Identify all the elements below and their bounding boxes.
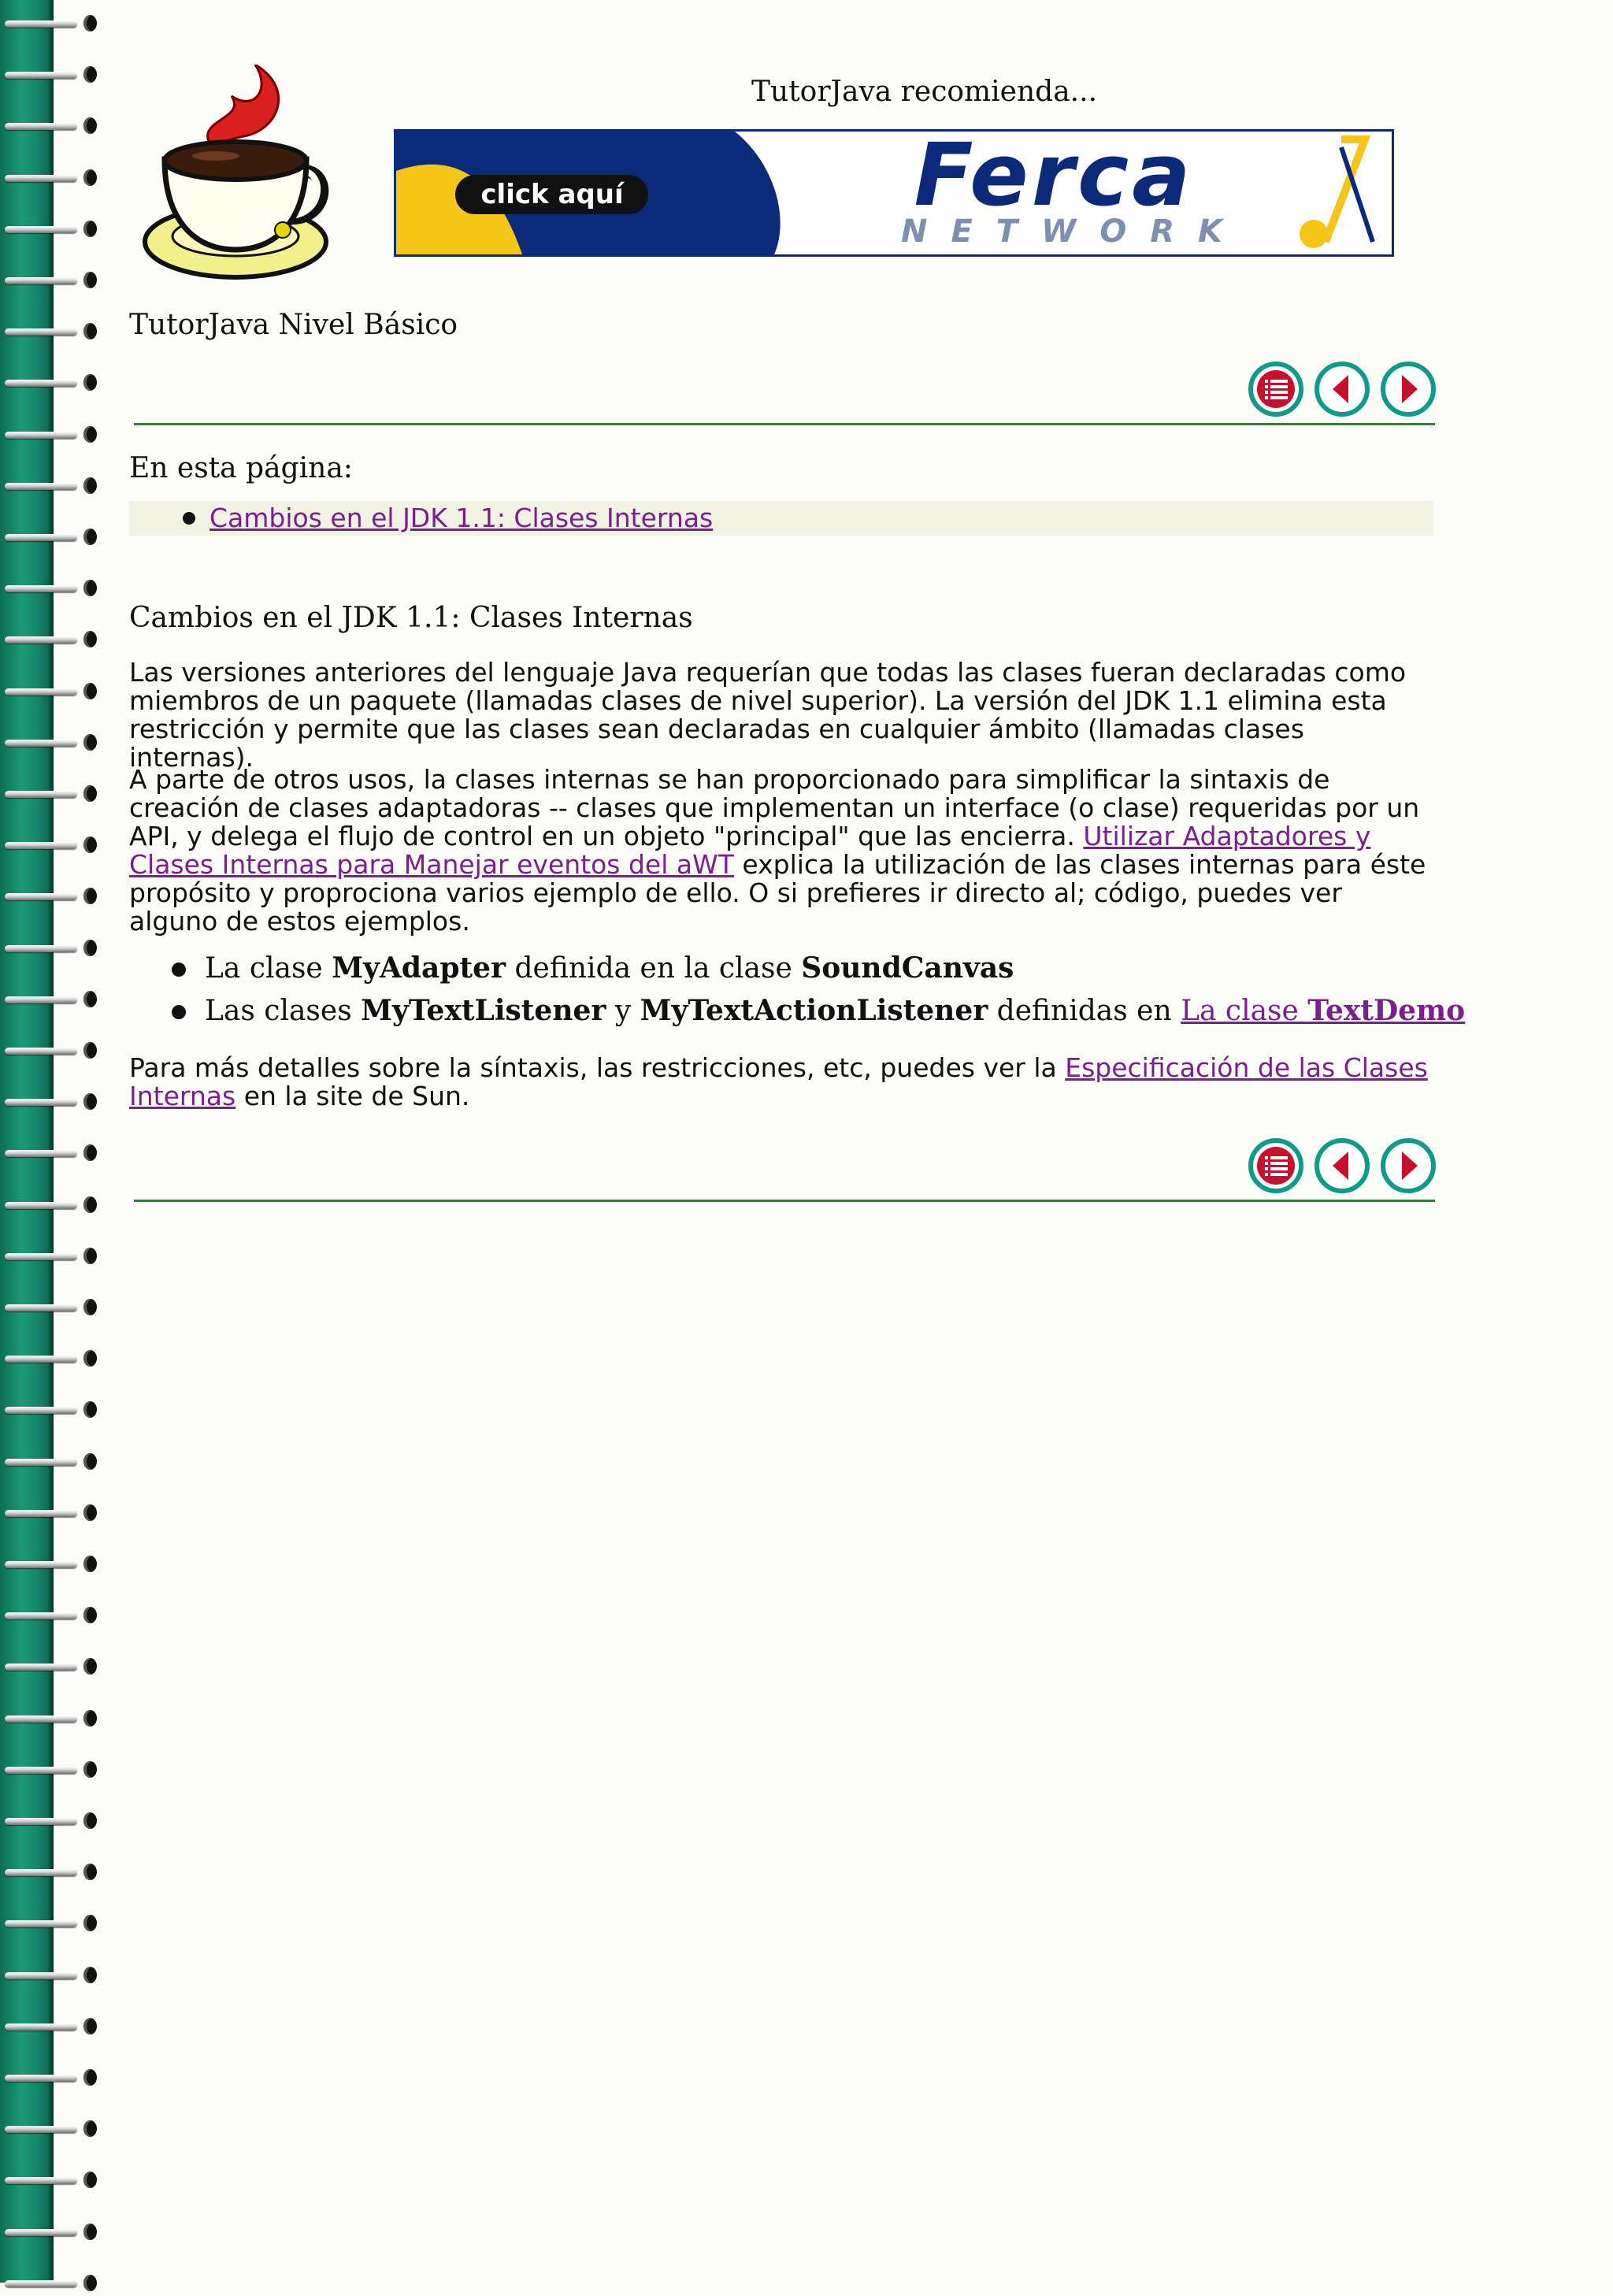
ring-wire bbox=[5, 328, 77, 336]
course-level-title: TutorJava Nivel Básico bbox=[129, 309, 458, 341]
ring-hole bbox=[83, 631, 97, 647]
ring-hole bbox=[83, 836, 97, 853]
spiral-ring bbox=[5, 732, 102, 755]
class-name: MyTextActionListener bbox=[640, 994, 988, 1027]
spiral-ring bbox=[5, 1810, 102, 1834]
paragraph-2-text: A parte de otros usos, la clases internas se han proporcionado para simplificar la sintaxis de creación de clases adaptadoras -- clases que implementan un interface (o clase) requeridas por un API, y delega el flujo de control en un objeto "principal" que las encierra. bbox=[129, 764, 1420, 851]
recommend-text: TutorJava recomienda... bbox=[751, 76, 1098, 108]
previous-icon[interactable] bbox=[1314, 1137, 1370, 1194]
adapters-inner-classes-link[interactable]: Utilizar Adaptadores y Clases Internas para Manejar eventos del aWT bbox=[129, 821, 1371, 880]
ring-wire bbox=[5, 1920, 77, 1927]
ring-hole bbox=[83, 1658, 97, 1675]
ring-wire bbox=[5, 1561, 77, 1568]
ring-hole bbox=[83, 1248, 97, 1264]
ring-hole bbox=[83, 991, 97, 1007]
bottom-navigation bbox=[1248, 1137, 1437, 1194]
textdemo-link-text: La clase bbox=[1181, 995, 1308, 1027]
ring-wire bbox=[5, 1767, 77, 1774]
ring-hole bbox=[83, 2120, 97, 2137]
top-divider bbox=[134, 423, 1435, 425]
ring-wire bbox=[5, 123, 77, 130]
paragraph-2-text-end: explica la utilización de las clases internas para éste propósito y proprociona varios ejemplo de ello. O si prefieres ir directo al; código, puedes ver alguno de estos ejemplos. bbox=[129, 849, 1426, 937]
spiral-ring bbox=[5, 13, 102, 36]
ring-wire bbox=[5, 1202, 77, 1209]
textdemo-link-bold: TextDemo bbox=[1307, 994, 1466, 1027]
top-navigation bbox=[1248, 361, 1437, 417]
ring-wire bbox=[5, 2280, 77, 2287]
spiral-ring bbox=[5, 783, 102, 807]
list-text: Las clases bbox=[205, 995, 362, 1027]
ring-wire bbox=[5, 1716, 77, 1723]
ring-wire bbox=[5, 277, 77, 284]
spiral-ring bbox=[5, 1912, 102, 1936]
ring-wire bbox=[5, 1664, 77, 1671]
ring-wire bbox=[5, 1253, 77, 1260]
ring-wire bbox=[5, 1099, 77, 1106]
spiral-ring bbox=[5, 885, 102, 909]
spiral-ring bbox=[5, 1245, 102, 1269]
ring-wire bbox=[5, 72, 77, 79]
ring-hole bbox=[83, 940, 97, 956]
index-icon[interactable] bbox=[1248, 1137, 1304, 1194]
paragraph-2 bbox=[129, 766, 1437, 936]
ring-wire bbox=[5, 2075, 77, 2082]
ring-wire bbox=[5, 688, 77, 695]
ring-hole bbox=[83, 1607, 97, 1623]
spiral-ring bbox=[5, 2118, 102, 2142]
spiral-ring bbox=[5, 834, 102, 858]
ring-hole bbox=[83, 1093, 97, 1110]
paragraph-3 bbox=[129, 1054, 1437, 1111]
spiral-ring bbox=[5, 2272, 102, 2296]
ring-wire bbox=[5, 226, 77, 233]
ring-wire bbox=[5, 1304, 77, 1311]
class-name: MyTextListener bbox=[361, 994, 606, 1027]
spiral-ring bbox=[5, 1040, 102, 1063]
ring-wire bbox=[5, 432, 77, 439]
list-text: y bbox=[606, 995, 640, 1027]
ring-wire bbox=[5, 20, 77, 28]
list-bullet bbox=[172, 963, 186, 977]
ferca-wordmark: Ferca bbox=[914, 132, 1194, 225]
list-bullet bbox=[172, 1005, 186, 1019]
ring-hole bbox=[83, 1967, 97, 1983]
ring-wire bbox=[5, 1818, 77, 1825]
section-title: Cambios en el JDK 1.1: Clases Internas bbox=[129, 602, 693, 634]
ring-wire bbox=[5, 483, 77, 490]
spiral-ring bbox=[5, 1451, 102, 1474]
coffee-cup-logo bbox=[137, 65, 334, 285]
spiral-ring bbox=[5, 1861, 102, 1885]
ferca-network-banner[interactable] bbox=[394, 129, 1394, 257]
spiral-ring bbox=[5, 1604, 102, 1628]
spiral-ring bbox=[5, 1091, 102, 1115]
ring-hole bbox=[83, 1144, 97, 1161]
ring-hole bbox=[83, 785, 97, 802]
ring-hole bbox=[83, 1350, 97, 1367]
ring-wire bbox=[5, 1150, 77, 1157]
spiral-ring bbox=[5, 218, 102, 242]
spiral-ring bbox=[5, 269, 102, 293]
spiral-ring bbox=[5, 321, 102, 344]
ring-wire bbox=[5, 534, 77, 541]
toc-bullet bbox=[183, 512, 195, 525]
ring-hole bbox=[83, 683, 97, 699]
list-text: definida en la clase bbox=[506, 952, 802, 985]
spiral-ring bbox=[5, 372, 102, 395]
ring-wire bbox=[5, 1407, 77, 1414]
ring-hole bbox=[83, 2224, 97, 2240]
spiral-ring bbox=[5, 1502, 102, 1526]
spiral-ring bbox=[5, 1656, 102, 1679]
ring-hole bbox=[83, 1864, 97, 1880]
ring-hole bbox=[83, 117, 97, 134]
ring-hole bbox=[83, 1710, 97, 1727]
ring-hole bbox=[83, 529, 97, 545]
ring-hole bbox=[83, 1812, 97, 1829]
ring-wire bbox=[5, 842, 77, 849]
toc-link-inner-classes[interactable]: Cambios en el JDK 1.1: Clases Internas bbox=[210, 503, 714, 533]
ring-hole bbox=[83, 272, 97, 288]
next-icon[interactable] bbox=[1380, 1137, 1437, 1194]
network-wordmark: NETWORK bbox=[900, 213, 1247, 250]
spiral-ring bbox=[5, 1348, 102, 1371]
ring-hole bbox=[83, 1401, 97, 1418]
ring-wire bbox=[5, 380, 77, 387]
ring-wire bbox=[5, 1048, 77, 1055]
spiral-ring bbox=[5, 167, 102, 191]
spiral-ring bbox=[5, 681, 102, 704]
ring-wire bbox=[5, 636, 77, 644]
ring-wire bbox=[5, 791, 77, 798]
spiral-ring bbox=[5, 2067, 102, 2090]
ring-hole bbox=[83, 1299, 97, 1315]
spiral-ring bbox=[5, 577, 102, 601]
ring-hole bbox=[83, 374, 97, 391]
spiral-ring bbox=[5, 989, 102, 1012]
paragraph-1: Las versiones anteriores del lenguaje Java requerían que todas las clases fueran declaradas como miembros de un paquete (llamadas clases de nivel superior). La versión del JDK 1.1 elimina esta restricción y permite que las clases sean declaradas en cualquier ámbito (llamadas clases internas). bbox=[129, 657, 1407, 773]
ring-hole bbox=[83, 426, 97, 443]
textdemo-link[interactable] bbox=[1181, 995, 1465, 1027]
ring-hole bbox=[83, 1761, 97, 1778]
ring-wire bbox=[5, 1869, 77, 1876]
class-name: SoundCanvas bbox=[801, 951, 1014, 985]
spiral-ring bbox=[5, 1296, 102, 1320]
ring-wire bbox=[5, 945, 77, 952]
ring-wire bbox=[5, 996, 77, 1003]
paragraph-3-text-end: en la site de Sun. bbox=[243, 1081, 470, 1111]
spiral-ring bbox=[5, 475, 102, 499]
ring-wire bbox=[5, 893, 77, 900]
ring-wire bbox=[5, 2177, 77, 2184]
ring-hole bbox=[83, 323, 97, 339]
list-text: definidas en bbox=[988, 995, 1181, 1027]
spiral-ring bbox=[5, 424, 102, 447]
ring-hole bbox=[83, 2172, 97, 2188]
ring-wire bbox=[5, 2126, 77, 2133]
spiral-ring bbox=[5, 629, 102, 652]
index-icon[interactable] bbox=[1248, 361, 1304, 417]
next-icon[interactable] bbox=[1380, 361, 1437, 417]
spiral-ring bbox=[5, 64, 102, 87]
ring-hole bbox=[83, 221, 97, 237]
ring-wire bbox=[5, 1459, 77, 1466]
spiral-ring bbox=[5, 1553, 102, 1577]
spiral-ring bbox=[5, 1964, 102, 1988]
spiral-ring bbox=[5, 937, 102, 961]
ring-hole bbox=[83, 1504, 97, 1521]
ring-wire bbox=[5, 175, 77, 182]
ring-hole bbox=[83, 734, 97, 751]
previous-icon[interactable] bbox=[1314, 361, 1370, 417]
ring-hole bbox=[83, 1042, 97, 1059]
spiral-ring bbox=[5, 2016, 102, 2039]
on-page-label: En esta página: bbox=[129, 452, 353, 484]
ring-hole bbox=[83, 580, 97, 596]
click-here-label: click aquí bbox=[480, 179, 624, 210]
ring-hole bbox=[83, 2275, 97, 2291]
spiral-ring bbox=[5, 1759, 102, 1782]
on-page-toc bbox=[129, 501, 1433, 536]
ring-wire bbox=[5, 1972, 77, 1979]
spiral-ring bbox=[5, 1399, 102, 1422]
spiral-ring bbox=[5, 1142, 102, 1166]
ring-hole bbox=[83, 1915, 97, 1931]
ring-wire bbox=[5, 1612, 77, 1619]
ring-wire bbox=[5, 2023, 77, 2031]
ring-wire bbox=[5, 1510, 77, 1517]
ring-wire bbox=[5, 1356, 77, 1363]
list-text: La clase bbox=[205, 952, 332, 985]
spiral-ring bbox=[5, 1194, 102, 1218]
spiral-ring bbox=[5, 1708, 102, 1731]
inner-classes-spec-link[interactable]: Especificación de las Clases Internas bbox=[129, 1052, 1428, 1111]
ring-hole bbox=[83, 1556, 97, 1572]
bottom-divider bbox=[134, 1200, 1435, 1202]
spiral-ring bbox=[5, 2169, 102, 2193]
class-name: MyAdapter bbox=[332, 951, 506, 985]
ring-hole bbox=[83, 15, 97, 32]
ring-hole bbox=[83, 169, 97, 186]
spiral-binding bbox=[0, 0, 118, 2283]
ring-hole bbox=[83, 888, 97, 904]
ring-hole bbox=[83, 2018, 97, 2035]
ring-hole bbox=[83, 2069, 97, 2086]
ring-hole bbox=[83, 66, 97, 83]
spiral-ring bbox=[5, 115, 102, 139]
spiral-ring bbox=[5, 526, 102, 550]
paragraph-3-text: Para más detalles sobre la síntaxis, las restricciones, etc, puedes ver la bbox=[129, 1052, 1057, 1083]
ring-hole bbox=[83, 1196, 97, 1213]
spiral-ring bbox=[5, 2221, 102, 2245]
ring-hole bbox=[83, 477, 97, 494]
ring-wire bbox=[5, 585, 77, 592]
ring-wire bbox=[5, 740, 77, 747]
ring-wire bbox=[5, 2229, 77, 2236]
ring-hole bbox=[83, 1453, 97, 1470]
